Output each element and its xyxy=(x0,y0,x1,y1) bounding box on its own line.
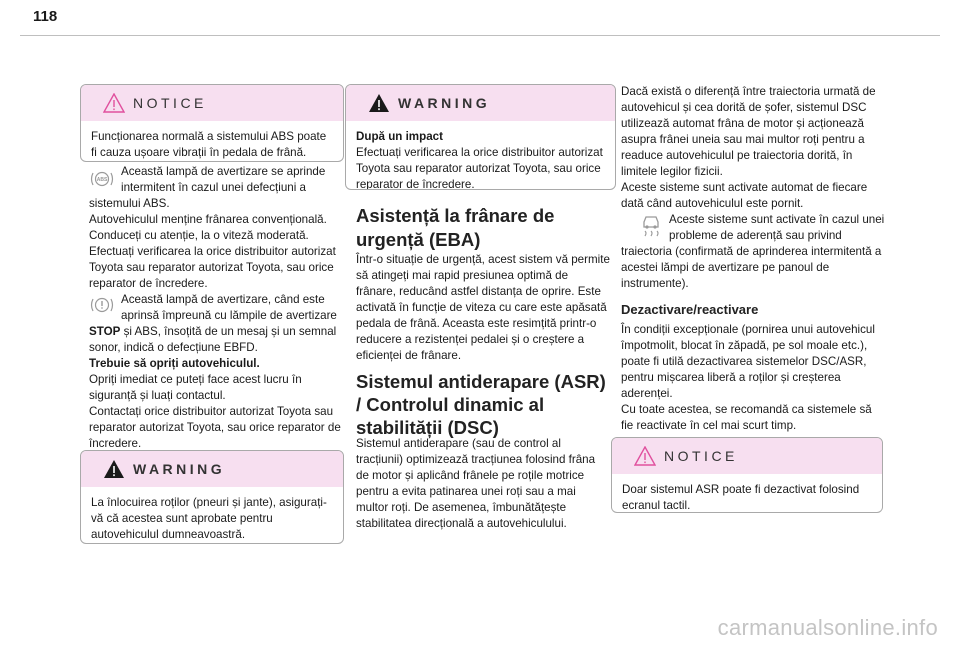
warning-triangle-icon xyxy=(368,93,390,113)
deactivation-text-2: Cu toate acestea, se recomandă ca sistemele să fie reactivate în cel mai scurt timp. xyxy=(621,403,872,432)
stop-label: STOP xyxy=(89,325,121,338)
notice-text: Funcționarea normală a sistemului ABS poate fi cauza ușoare vibrații în pedala de frână. xyxy=(91,130,327,159)
stop-lamp-text-rest xyxy=(89,324,341,356)
abs-lamp-line xyxy=(89,164,341,196)
notice-triangle-icon xyxy=(103,93,125,113)
abs-lamp-text: Această lampă de avertizare se aprinde intermitent în cazul unei defecțiuni a xyxy=(121,165,326,194)
asr-text: Sistemul antiderapare (sau de control al tracțiunii) optimizează tracțiunea folosind frâna de motor și aplicând frânele pe roțile motrice pentru a evita patinarea unei roți sau a mai multor roți. De asemenea, îmbunătățește stabilitatea direcțională a autovehiculului. xyxy=(356,437,596,530)
col1-para-3: Efectuați verificarea la orice distribuitor autorizat Toyota sau reparator autorizat Toyota, sau orice reparator de încredere. xyxy=(89,245,336,290)
deactivation-section xyxy=(621,322,886,434)
warning-box-wheels xyxy=(80,450,344,544)
watermark: carmanualsonline.info xyxy=(717,615,938,640)
skid-warning-lamp-icon xyxy=(639,212,663,238)
warning-text: La înlocuirea roților (pneuri și jante), asigurați-vă că acestea sunt aprobate pentru autovehiculul dumneavoastră. xyxy=(91,496,327,541)
warning-body xyxy=(346,121,615,190)
warning-header xyxy=(346,85,615,121)
skid-lamp-line xyxy=(621,212,886,244)
col1-para-5: Contactați orice distribuitor autorizat Toyota sau reparator autorizat Toyota, sau orice reparator de încredere. xyxy=(89,405,341,450)
warning-text: Efectuați verificarea la orice distribuitor autorizat Toyota sau reparator autorizat Toyota, sau orice reparator de încredere. xyxy=(356,146,603,190)
notice-triangle-icon xyxy=(634,446,656,466)
notice-title: NOTICE xyxy=(664,448,738,464)
warning-bold-line: După un impact xyxy=(356,130,443,143)
dsc-section xyxy=(621,84,886,292)
stop-vehicle-bold: Trebuie să opriți autovehiculul. xyxy=(89,357,260,370)
deactivation-heading: Dezactivare/reactivare xyxy=(621,302,759,317)
skid-lamp-text-rest: traiectoria (confirmată de aprinderea intermitentă a acestei lămpi de avertizare pe panoul de instrumente). xyxy=(621,245,882,290)
svg-text:ABS: ABS xyxy=(96,177,108,183)
warning-header xyxy=(81,451,343,487)
skid-lamp-text: Aceste sisteme sunt activate în cazul unei probleme de aderență sau privind xyxy=(669,213,885,242)
stop-lamp-text: Această lampă de avertizare, când este aprinsă împreună cu lămpile de avertizare xyxy=(121,293,337,322)
notice-box-asr xyxy=(611,437,883,513)
notice-box-abs xyxy=(80,84,344,162)
notice-title: NOTICE xyxy=(133,95,207,111)
col3-para-2: Aceste sisteme sunt activate automat de fiecare dată când autovehiculul este pornit. xyxy=(621,181,868,210)
col1-para-2: Conduceți cu atenție, la o viteză moderată. xyxy=(89,229,309,242)
abs-warning-lamp-icon xyxy=(89,169,115,189)
page-number: 118 xyxy=(33,8,58,25)
warning-box-impact xyxy=(345,84,616,190)
col1-para-1: Autovehiculul menține frânarea convențională. xyxy=(89,213,327,226)
stop-lamp-text-tail: și ABS, însoțită de un mesaj și un semnal sonor, indică o defecțiune EBFD. xyxy=(89,325,337,354)
abs-lamp-text-rest: sistemului ABS. xyxy=(89,197,170,210)
asr-dsc-heading: Sistemul antiderapare (ASR) / Controlul dinamic al stabilității (DSC) xyxy=(356,371,606,438)
stop-lamp-line xyxy=(89,292,341,324)
abs-lamp-section xyxy=(89,164,341,452)
warning-triangle-icon xyxy=(103,459,125,479)
eba-heading: Asistență la frânare de urgență (EBA) xyxy=(356,205,555,250)
notice-header xyxy=(81,85,343,121)
header-divider xyxy=(20,35,940,36)
stop-vehicle-warning xyxy=(89,356,341,372)
notice-header xyxy=(612,438,882,474)
notice-text: Doar sistemul ASR poate fi dezactivat folosind ecranul tactil. xyxy=(622,483,860,512)
brake-warning-lamp-icon xyxy=(89,295,115,315)
eba-text: Într-o situație de urgență, acest sistem vă permite să atingeți mai rapid presiunea optimă de frânare, reducând astfel distanța de oprire. Este activată în funcție de viteza cu care este apăsată pedala de frână. Aceasta este resimțită printr-o reducere a rezistenței pedalei și o creștere a eficienței de frânare. xyxy=(356,253,610,362)
col3-para-1: Dacă există o diferență între traiectoria urmată de autovehicul și cea dorită de șofer, sistemul DSC utilizează automat frâna de motor și acționează asupra frânei uneia sau mai multor roți pentru a readuce autovehiculul pe traiectoria dorită, în limitele legilor fizicii. xyxy=(621,85,876,178)
col1-para-4: Opriți imediat ce puteți face acest lucru în siguranță și luați contactul. xyxy=(89,373,302,402)
warning-title: WARNING xyxy=(398,95,491,111)
warning-title: WARNING xyxy=(133,461,226,477)
deactivation-text-1: În condiții excepționale (pornirea unui autovehicul împotmolit, blocat în zăpadă, pe sol moale etc.), poate fi utilă dezactivarea sistemelor DSC/ASR, pentru mișcarea liberă a roților și creșterea aderenței. xyxy=(621,323,875,400)
